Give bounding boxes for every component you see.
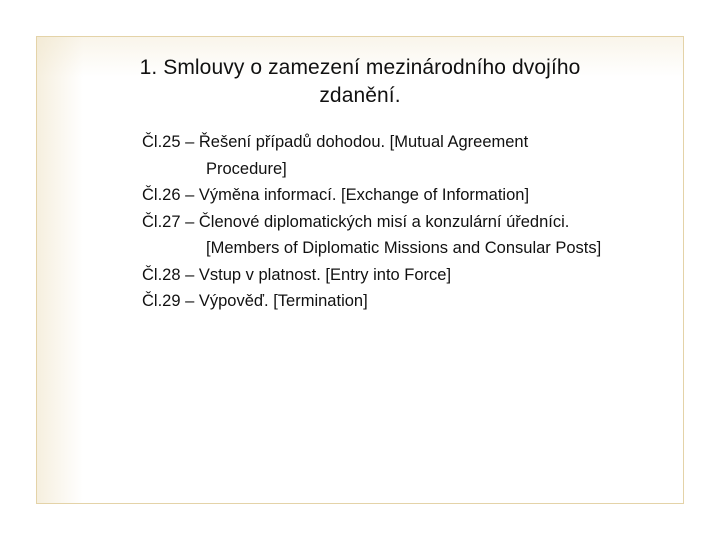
article-29-line: Čl.29 – Výpověď. [Termination] <box>142 292 368 310</box>
slide-title <box>40 54 680 110</box>
title-line-2: zdanění. <box>319 84 401 107</box>
title-line-1: 1. Smlouvy o zamezení mezinárodního dvojího <box>139 56 581 79</box>
article-28-line: Čl.28 – Vstup v platnost. [Entry into Force] <box>142 265 452 284</box>
article-27-line: Čl.27 – Členové diplomatických misí a konzulární úředníci. <box>142 212 570 231</box>
article-25-continuation: Procedure] <box>206 159 287 178</box>
article-25-line: Čl.25 – Řešení případů dohodou. [Mutual Agreement <box>142 133 529 151</box>
article-27-continuation: [Members of Diplomatic Missions and Consular Posts] <box>206 239 602 257</box>
slide-body <box>142 129 682 315</box>
article-26-line: Čl.26 – Výměna informací. [Exchange of Information] <box>142 186 530 204</box>
